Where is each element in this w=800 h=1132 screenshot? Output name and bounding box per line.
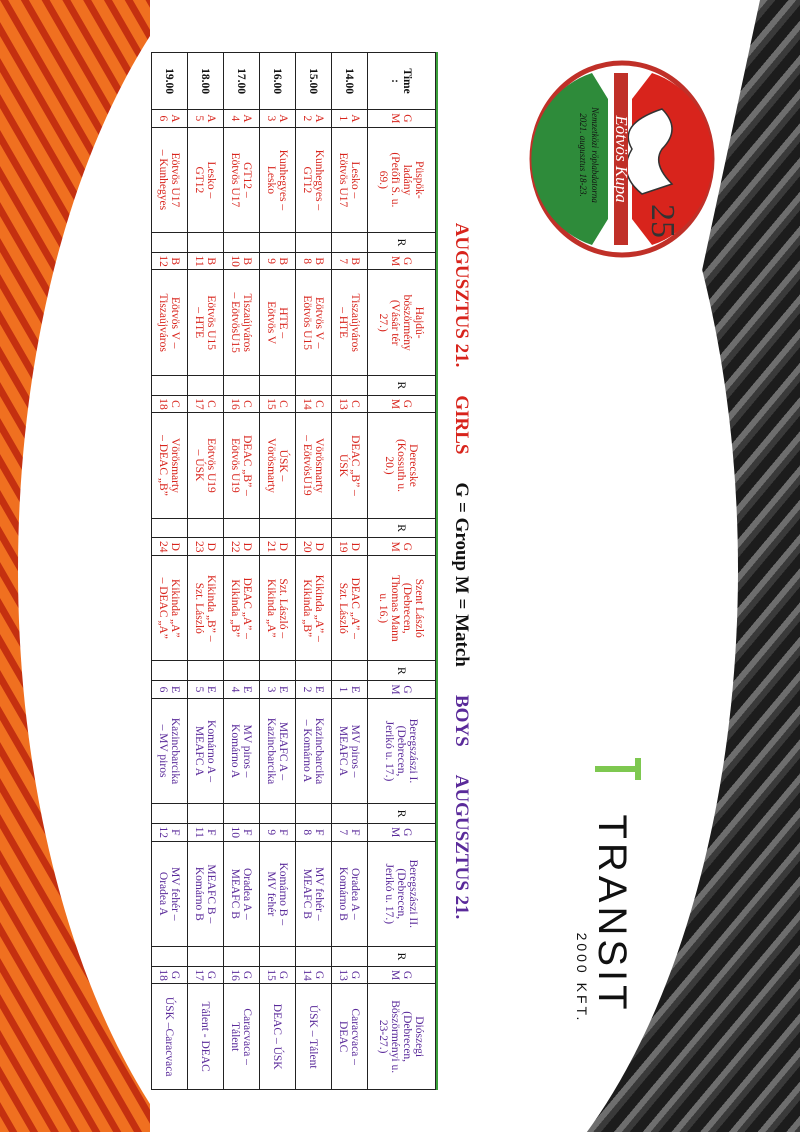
match-cell: Tiszaújváros – EötvösU15 xyxy=(224,270,260,375)
r-cell xyxy=(332,518,368,538)
group-match-cell: G 14 xyxy=(296,966,332,984)
r-cell xyxy=(152,804,188,824)
kupa-subtitle-text: Nemzetközi röplabdatorna xyxy=(590,107,600,203)
group-match-header: G M xyxy=(368,538,436,556)
r-cell xyxy=(188,804,224,824)
match-cell: Tálent - DEAC xyxy=(188,984,224,1090)
match-cell: MEAFC B – Komárno B xyxy=(188,841,224,946)
group-match-cell: A 5 xyxy=(188,110,224,128)
match-cell: Eötvös U19 – ÚSK xyxy=(188,413,224,518)
match-cell: Caracvaca – DEAC xyxy=(332,984,368,1090)
r-header: R xyxy=(368,661,436,681)
match-cell: MV piros – Komárno A xyxy=(224,698,260,803)
group-match-cell: C 17 xyxy=(188,395,224,413)
match-cell: DEAC „A” – Kikinda „B” xyxy=(224,556,260,661)
transit-name-text: TRANSIT xyxy=(590,814,634,1014)
group-match-cell: B 10 xyxy=(224,252,260,270)
group-match-cell: C 13 xyxy=(332,395,368,413)
group-match-header: G M xyxy=(368,824,436,842)
match-cell: DEAC – ÚSK xyxy=(260,984,296,1090)
group-match-cell: D 21 xyxy=(260,538,296,556)
venue-header: Derecske (Kossuth u. 20.) xyxy=(368,413,436,518)
group-match-cell: E 1 xyxy=(332,681,368,699)
group-match-cell: B 8 xyxy=(296,252,332,270)
table-row xyxy=(224,53,260,1090)
r-cell xyxy=(224,518,260,538)
transit-sub-text: 2000 KFT. xyxy=(574,932,590,1024)
match-cell: Eötvös U15 – HTE xyxy=(188,270,224,375)
r-cell xyxy=(260,233,296,253)
r-cell xyxy=(224,947,260,967)
match-cell: Kikinda „A” – DEAC „A” xyxy=(152,556,188,661)
match-cell: HTE – Eötvös V xyxy=(260,270,296,375)
time-cell: 15.00 xyxy=(296,53,332,110)
time-cell: 14.00 xyxy=(332,53,368,110)
group-match-cell: B 9 xyxy=(260,252,296,270)
group-match-cell: E 4 xyxy=(224,681,260,699)
r-cell xyxy=(332,947,368,967)
match-cell: Komárno B – MV fehér xyxy=(260,841,296,946)
group-match-header: G M xyxy=(368,966,436,984)
r-cell xyxy=(224,233,260,253)
group-match-cell: D 22 xyxy=(224,538,260,556)
group-match-cell: B 11 xyxy=(188,252,224,270)
legend-label: G = Group M = Match xyxy=(451,482,472,667)
group-match-cell: B 7 xyxy=(332,252,368,270)
r-cell xyxy=(260,661,296,681)
schedule-sheet xyxy=(100,52,484,1090)
r-cell xyxy=(224,804,260,824)
kupa-dates-text: 2021. augusztus 18-23. xyxy=(578,113,588,197)
venue-header: Beregszászi II. (Debrecen, Jerikó u. 17.) xyxy=(368,841,436,946)
match-cell: Komárno A – MEAFC A xyxy=(188,698,224,803)
match-cell: Kazincbarcika – Komárno A xyxy=(296,698,332,803)
r-cell xyxy=(332,661,368,681)
match-cell: Oradea A – Komárno B xyxy=(332,841,368,946)
match-cell: DEAC „B” – Eötvös U19 xyxy=(224,413,260,518)
schedule-heading xyxy=(436,52,484,1090)
match-cell: ÚSK –Caracvaca xyxy=(152,984,188,1090)
r-cell xyxy=(260,804,296,824)
group-match-header: G M xyxy=(368,110,436,128)
boys-label: BOYS xyxy=(451,694,472,747)
match-cell: DEAC „B” – ÚSK xyxy=(332,413,368,518)
group-match-cell: E 6 xyxy=(152,681,188,699)
r-cell xyxy=(296,233,332,253)
schedule-table xyxy=(151,52,436,1090)
r-cell xyxy=(188,375,224,395)
table-row xyxy=(152,53,188,1090)
r-cell xyxy=(260,518,296,538)
match-cell: Kikinda „B” – Szt. László xyxy=(188,556,224,661)
match-cell: Tiszaújváros – HTE xyxy=(332,270,368,375)
table-row xyxy=(188,53,224,1090)
eotvos-kupa-logo xyxy=(518,48,726,270)
group-match-cell: G 17 xyxy=(188,966,224,984)
girls-label: GIRLS xyxy=(451,395,472,455)
schedule-content xyxy=(100,52,484,1090)
group-match-header: G M xyxy=(368,252,436,270)
r-cell xyxy=(152,233,188,253)
r-header: R xyxy=(368,518,436,538)
venue-header: Hajdú- böszörmény (Vásár tér 27.) xyxy=(368,270,436,375)
r-cell xyxy=(224,661,260,681)
eotvos-kupa-logo-graphic xyxy=(518,48,726,270)
group-match-cell: A 6 xyxy=(152,110,188,128)
time-cell: 17.00 xyxy=(224,53,260,110)
r-cell xyxy=(296,375,332,395)
time-cell: 19.00 xyxy=(152,53,188,110)
group-match-cell: F 9 xyxy=(260,824,296,842)
r-header: R xyxy=(368,375,436,395)
venue-header: Beregszászi I. (Debrecen, Jerikó u. 17.) xyxy=(368,698,436,803)
match-cell: Szt. László – Kikinda „A” xyxy=(260,556,296,661)
match-cell: Kikinda „A” – Kikinda „B” xyxy=(296,556,332,661)
group-match-cell: F 10 xyxy=(224,824,260,842)
group-match-header: G M xyxy=(368,395,436,413)
group-match-cell: F 7 xyxy=(332,824,368,842)
group-match-cell: D 19 xyxy=(332,538,368,556)
match-cell: Caracvaca – Tálent xyxy=(224,984,260,1090)
match-cell: Lesko – Eötvös U17 xyxy=(332,127,368,232)
r-cell xyxy=(260,375,296,395)
r-cell xyxy=(152,375,188,395)
table-row xyxy=(296,53,332,1090)
group-match-cell: E 3 xyxy=(260,681,296,699)
r-cell xyxy=(296,661,332,681)
match-cell: ÚSK – Tálent xyxy=(296,984,332,1090)
group-match-cell: F 11 xyxy=(188,824,224,842)
r-header: R xyxy=(368,947,436,967)
r-cell xyxy=(296,804,332,824)
group-match-cell: F 8 xyxy=(296,824,332,842)
group-match-cell: D 20 xyxy=(296,538,332,556)
match-cell: Eötvös V – Eötvös U15 xyxy=(296,270,332,375)
match-cell: MV fehér – Oradea A xyxy=(152,841,188,946)
time-cell: 16.00 xyxy=(260,53,296,110)
group-match-cell: D 24 xyxy=(152,538,188,556)
group-match-cell: A 3 xyxy=(260,110,296,128)
group-match-cell: A 1 xyxy=(332,110,368,128)
group-match-cell: A 2 xyxy=(296,110,332,128)
group-match-cell: D 23 xyxy=(188,538,224,556)
table-row xyxy=(332,53,368,1090)
group-match-cell: E 2 xyxy=(296,681,332,699)
group-match-cell: G 16 xyxy=(224,966,260,984)
venue-header: Püspök- ladány (Petőfi S. u. 69.) xyxy=(368,127,436,232)
r-cell xyxy=(188,661,224,681)
match-cell: ÚSK – Vörösmarty xyxy=(260,413,296,518)
r-cell xyxy=(332,804,368,824)
time-header: Time : xyxy=(368,53,436,110)
r-cell xyxy=(188,518,224,538)
match-cell: Vörösmarty – EötvösU19 xyxy=(296,413,332,518)
r-cell xyxy=(188,947,224,967)
group-match-cell: B 12 xyxy=(152,252,188,270)
r-cell xyxy=(332,375,368,395)
match-cell: DEAC „A” – Szt. László xyxy=(332,556,368,661)
match-cell: Lesko – GT12 xyxy=(188,127,224,232)
match-cell: Vörösmarty – DEAC „B” xyxy=(152,413,188,518)
match-cell: MV fehér – MEAFC B xyxy=(296,841,332,946)
time-cell: 18.00 xyxy=(188,53,224,110)
group-match-cell: C 16 xyxy=(224,395,260,413)
r-cell xyxy=(296,518,332,538)
r-cell xyxy=(188,233,224,253)
r-cell xyxy=(152,947,188,967)
group-match-cell: C 18 xyxy=(152,395,188,413)
match-cell: MEAFC A – Kazincbarcika xyxy=(260,698,296,803)
match-cell: Oradea A – MEAFC B xyxy=(224,841,260,946)
transit-2000-logo xyxy=(548,748,678,1068)
match-cell: Eötvös U17 – Kunhegyes xyxy=(152,127,188,232)
kupa-number-text: 25 xyxy=(644,204,681,238)
date-right: AUGUSZTUS 21. xyxy=(451,774,472,920)
group-match-cell: C 14 xyxy=(296,395,332,413)
table-row xyxy=(260,53,296,1090)
match-cell: Eötvös V – Tiszaújváros xyxy=(152,270,188,375)
r-cell xyxy=(152,661,188,681)
group-match-header: G M xyxy=(368,681,436,699)
group-match-cell: A 4 xyxy=(224,110,260,128)
r-cell xyxy=(332,233,368,253)
group-match-cell: C 15 xyxy=(260,395,296,413)
group-match-cell: F 12 xyxy=(152,824,188,842)
group-match-cell: E 5 xyxy=(188,681,224,699)
r-cell xyxy=(260,947,296,967)
match-cell: Kunhegyes – Lesko xyxy=(260,127,296,232)
match-cell: Kazincbarcika – MV piros xyxy=(152,698,188,803)
group-match-cell: G 18 xyxy=(152,966,188,984)
table-header-row xyxy=(368,53,436,1090)
r-cell xyxy=(224,375,260,395)
transit-logo-graphic xyxy=(548,748,678,1068)
group-match-cell: G 13 xyxy=(332,966,368,984)
r-header: R xyxy=(368,804,436,824)
kupa-title-text: Eötvös Kupa xyxy=(612,115,631,203)
r-cell xyxy=(296,947,332,967)
venue-header: Szent László (Debrecen, Thomas Mann u. 16.) xyxy=(368,556,436,661)
date-left: AUGUSZTUS 21. xyxy=(451,222,472,368)
match-cell: Kunhegyes – GT12 xyxy=(296,127,332,232)
r-cell xyxy=(152,518,188,538)
r-header: R xyxy=(368,233,436,253)
match-cell: MV piros – MEAFC A xyxy=(332,698,368,803)
venue-header: Diószegi (Debrecen, Böszörményi u. 23-27.) xyxy=(368,984,436,1090)
group-match-cell: G 15 xyxy=(260,966,296,984)
match-cell: GT12 – Eötvös U17 xyxy=(224,127,260,232)
